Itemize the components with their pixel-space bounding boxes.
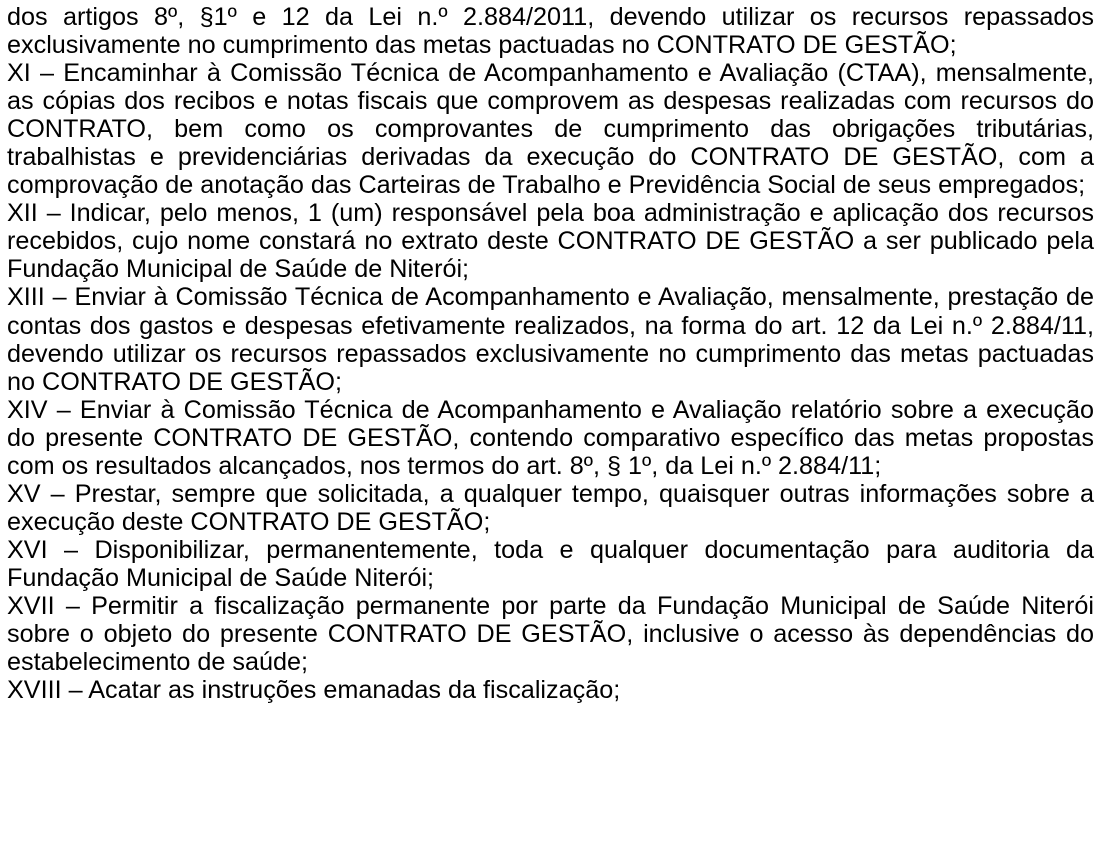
paragraph-item-xiv: XIV – Enviar à Comissão Técnica de Acompanhamento e Avaliação relatório sobre a execução do presente CONTRATO DE GESTÃO, contendo comparativo específico das metas propostas com os resultados alcançados, nos termos do art. 8º, § 1º, da Lei n.º 2.884/11; [7, 395, 1094, 480]
paragraph-item-xvi: XVI – Disponibilizar, permanentemente, toda e qualquer documentação para auditoria da Fundação Municipal de Saúde Niterói; [7, 535, 1094, 592]
paragraph-item-xii: XII – Indicar, pelo menos, 1 (um) responsável pela boa administração e aplicação dos recursos recebidos, cujo nome constará no extrato deste CONTRATO DE GESTÃO a ser publicado pela Fundação Municipal de Saúde de Niterói; [7, 199, 1094, 284]
paragraph-item-xi: XI – Encaminhar à Comissão Técnica de Acompanhamento e Avaliação (CTAA), mensalmente, as cópias dos recibos e notas fiscais que comprovem as despesas realizadas com recursos do CONTRATO, bem como os comprovantes de cumprimento das obrigações tributárias, trabalhistas e previdenciárias derivadas da execução do CONTRATO DE GESTÃO, com a comprovação de anotação das Carteiras de Trabalho e Previdência Social de seus empregados; [7, 59, 1094, 200]
paragraph-item-xvii: XVII – Permitir a fiscalização permanente por parte da Fundação Municipal de Saúde Niterói sobre o objeto do presente CONTRATO DE GESTÃO, inclusive o acesso às dependências do estabelecimento de saúde; [7, 591, 1094, 677]
paragraph-item-xiii: XIII – Enviar à Comissão Técnica de Acompanhamento e Avaliação, mensalmente, prestação de contas dos gastos e despesas efetivamente realizados, na forma do art. 12 da Lei n.º 2.884/11, devendo utilizar os recursos repassados exclusivamente no cumprimento das metas pactuadas no CONTRATO DE GESTÃO; [7, 283, 1094, 396]
paragraph-continuation: dos artigos 8º, §1º e 12 da Lei n.º 2.884/2011, devendo utilizar os recursos repassados exclusivamente no cumprimento das metas pactuadas no CONTRATO DE GESTÃO; [7, 3, 1094, 60]
paragraph-item-xviii: XVIII – Acatar as instruções emanadas da fiscalização; [7, 676, 621, 705]
paragraph-item-xv: XV – Prestar, sempre que solicitada, a qualquer tempo, quaisquer outras informações sobre a execução deste CONTRATO DE GESTÃO; [7, 479, 1094, 536]
